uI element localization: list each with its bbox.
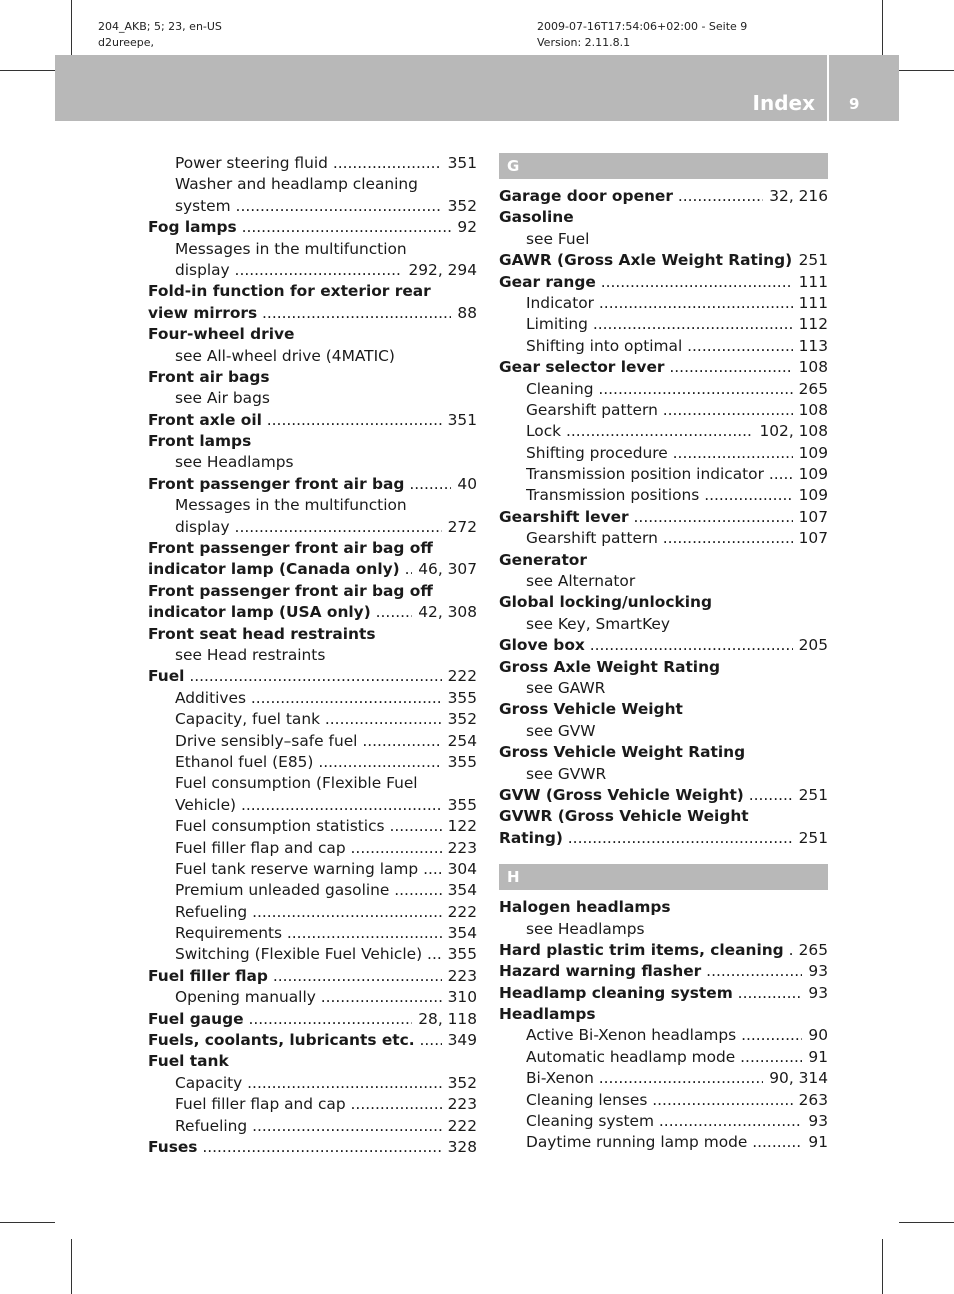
index-subentry [499,485,828,506]
entry-term: Fuel ..... [148,666,477,687]
entry-term: see Head restraints [175,645,326,664]
index-entry [499,742,828,763]
entry-term: Lock ..... [526,421,828,442]
entry-term: Requirements ..... [175,923,477,944]
entry-page-ref: 40 [451,474,477,495]
index-entry [148,1030,477,1051]
crop-mark [0,70,55,71]
entry-term: Fuel tank reserve warning lamp ..... [175,859,477,880]
entry-page-ref: 349 [442,1030,477,1051]
entry-page-ref: 272 [442,517,477,538]
entry-term: Rating) ..... [499,828,828,849]
entry-page-ref: 102, 108 [753,421,828,442]
entry-term: indicator lamp (USA only) ..... [148,602,477,623]
section-letter: H [507,868,520,887]
index-entry [499,940,828,961]
entry-term: Messages in the multifunction [175,239,407,258]
entry-page-ref: 91 [802,1132,828,1153]
entry-page-ref: 108 [793,400,828,421]
entry-page-ref: 265 [793,379,828,400]
entry-term: Ethanol fuel (E85) ..... [175,752,477,773]
entry-term: Halogen headlamps [499,898,671,917]
entry-term: Front passenger front air bag ..... [148,474,477,495]
index-entry [499,657,828,678]
entry-term: Gearshift lever ..... [499,507,828,528]
entry-term: Glove box ..... [499,635,828,656]
index-entry [499,806,828,827]
index-entry [499,983,828,1004]
entry-term: Transmission positions ..... [526,485,828,506]
entry-page-ref: 222 [442,902,477,923]
entry-page-ref: 92 [451,217,477,238]
index-column-right [499,153,828,1154]
entry-term: Daytime running lamp mode ..... [526,1132,828,1153]
index-subentry [148,452,477,473]
entry-term: Front air bags [148,367,270,386]
entry-page-ref: 223 [442,838,477,859]
index-subentry [499,443,828,464]
index-subentry [148,902,477,923]
entry-term: Fuel filler flap and cap ..... [175,838,477,859]
entry-term: GVWR (Gross Vehicle Weight [499,807,749,826]
entry-page-ref: 42, 308 [412,602,477,623]
index-subentry [148,731,477,752]
page-title: Index [752,91,815,115]
entry-page-ref: 355 [442,688,477,709]
entry-term: Automatic headlamp mode ..... [526,1047,828,1068]
entry-page-ref: 113 [793,336,828,357]
entry-term: Switching (Flexible Fuel Vehicle) ..... [175,944,477,965]
section-g-entries [499,186,828,849]
index-entry [148,966,477,987]
index-subentry [148,196,477,217]
index-entry [499,272,828,293]
section-h-entries [499,897,828,1154]
index-entry [499,699,828,720]
index-subentry [499,1132,828,1153]
entry-term: Gross Vehicle Weight Rating [499,743,746,762]
entry-page-ref: 222 [442,666,477,687]
entry-term: Gearshift pattern ..... [526,400,828,421]
index-entry [499,357,828,378]
crop-mark [71,1239,72,1294]
index-entry [499,507,828,528]
entry-term: see GVW [526,721,596,740]
index-subentry [499,1111,828,1132]
index-subentry [148,174,477,195]
entry-term: Front passenger front air bag off [148,581,433,600]
index-entry [148,303,477,324]
entry-term: Headlamps [499,1005,596,1024]
index-subentry [499,464,828,485]
index-entry [499,635,828,656]
index-entry [148,1009,477,1030]
entry-term: Washer and headlamp cleaning [175,175,418,194]
entry-term: Power steering fluid ..... [175,153,477,174]
section-header-g [499,153,828,179]
entry-page-ref: 109 [793,464,828,485]
index-subentry [148,709,477,730]
entry-page-ref: 107 [793,507,828,528]
index-subentry [148,153,477,174]
index-subentry [499,293,828,314]
index-entry [148,324,477,345]
index-subentry [148,260,477,281]
entry-page-ref: 90, 314 [763,1068,828,1089]
index-subentry [499,400,828,421]
entry-term: Shifting into optimal ..... [526,336,828,357]
index-subentry [148,239,477,260]
entry-term: indicator lamp (Canada only) ..... [148,559,477,580]
entry-term: Front passenger front air bag off [148,539,433,558]
section-header-h [499,864,828,890]
entry-page-ref: 351 [442,410,477,431]
entry-term: Hazard warning flasher ..... [499,961,828,982]
entry-term: Fold-in function for exterior rear [148,282,431,301]
index-entry [499,250,828,271]
entry-page-ref: 251 [793,250,828,271]
index-entry [148,474,477,495]
entry-page-ref: 107 [793,528,828,549]
entry-term: Gearshift pattern ..... [526,528,828,549]
index-entry [499,961,828,982]
entry-page-ref: 223 [442,966,477,987]
index-subentry [499,528,828,549]
entry-page-ref: 205 [793,635,828,656]
index-subentry [148,688,477,709]
index-entry [499,1004,828,1025]
entry-page-ref: 109 [793,443,828,464]
entry-page-ref: 292, 294 [402,260,477,281]
entry-page-ref: 111 [793,293,828,314]
index-entry [148,217,477,238]
meta-line: 2009-07-16T17:54:06+02:00 - Seite 9 [537,20,748,33]
index-entry [499,897,828,918]
crop-mark [899,70,954,71]
index-subentry [148,944,477,965]
index-subentry [499,336,828,357]
entry-page-ref: 352 [442,1073,477,1094]
entry-page-ref: 352 [442,196,477,217]
entry-page-ref: 90 [802,1025,828,1046]
entry-term: Front axle oil ..... [148,410,477,431]
entry-page-ref: 112 [793,314,828,335]
entry-term: Cleaning ..... [526,379,828,400]
page-number: 9 [849,95,860,113]
entry-term: see Air bags [175,389,270,408]
entry-page-ref: 355 [442,752,477,773]
index-subentry [499,1090,828,1111]
entry-term: see GVWR [526,764,607,783]
entry-term: Cleaning lenses ..... [526,1090,828,1111]
index-subentry [148,1116,477,1137]
entry-term: Transmission position indicator ..... [526,464,828,485]
meta-line: Version: 2.11.8.1 [537,36,631,49]
index-subentry [148,880,477,901]
entry-page-ref: 93 [802,1111,828,1132]
entry-page-ref: 251 [793,785,828,806]
entry-term: Refueling ..... [175,902,477,923]
index-subentry [499,764,828,785]
entry-page-ref: 355 [442,944,477,965]
entry-term: see Alternator [526,572,636,591]
index-subentry [148,773,477,794]
entry-page-ref: 304 [442,859,477,880]
meta-line: 204_AKB; 5; 23, en-US [98,20,222,33]
index-subentry [148,859,477,880]
entry-term: Hard plastic trim items, cleaning ..... [499,940,828,961]
entry-term: Global locking/unlocking [499,593,712,612]
entry-term: Capacity ..... [175,1073,477,1094]
entry-page-ref: 223 [442,1094,477,1115]
index-entry [148,602,477,623]
entry-page-ref: 328 [442,1137,477,1158]
index-entry [499,592,828,613]
index-column-left [148,153,477,1158]
print-meta-right [537,19,747,51]
index-subentry [499,314,828,335]
entry-term: Gear range ..... [499,272,828,293]
entry-term: see GAWR [526,678,606,697]
index-entry [148,281,477,302]
index-entry [148,538,477,559]
entry-term: Generator [499,550,587,569]
entry-term: Gross Axle Weight Rating [499,657,721,676]
entry-term: Front lamps [148,432,252,451]
index-subentry [499,571,828,592]
entry-term: GVW (Gross Vehicle Weight) ..... [499,785,828,806]
index-subentry [148,346,477,367]
entry-page-ref: 108 [793,357,828,378]
entry-page-ref: 93 [802,983,828,1004]
index-subentry [148,838,477,859]
entry-term: Limiting ..... [526,314,828,335]
index-entry [499,828,828,849]
entry-term: view mirrors ..... [148,303,477,324]
crop-mark [882,0,883,55]
entry-page-ref: 91 [802,1047,828,1068]
entry-page-ref: 111 [793,272,828,293]
entry-page-ref: 355 [442,795,477,816]
index-subentry [499,379,828,400]
index-subentry [148,752,477,773]
entry-page-ref: 93 [802,961,828,982]
entry-term: Additives ..... [175,688,477,709]
entry-term: see All-wheel drive (4MATIC) [175,346,395,365]
meta-line: d2ureepe, [98,36,155,49]
entry-term: Fuel gauge ..... [148,1009,477,1030]
index-entry [148,559,477,580]
entry-term: Fuel consumption (Flexible Fuel [175,774,418,793]
index-subentry [499,1025,828,1046]
index-subentry [499,721,828,742]
entry-page-ref: 222 [442,1116,477,1137]
index-subentry [499,1068,828,1089]
print-meta-left [98,19,222,51]
index-entry [148,431,477,452]
section-letter: G [507,157,520,175]
entry-term: Cleaning system ..... [526,1111,828,1132]
entry-term: Four-wheel drive [148,325,295,344]
crop-mark [0,1222,55,1223]
entry-term: Capacity, fuel tank ..... [175,709,477,730]
entry-term: Gasoline [499,208,574,227]
entry-term: Fuel filler flap and cap ..... [175,1094,477,1115]
entry-term: Fog lamps ..... [148,217,477,238]
crop-mark [71,0,72,55]
entry-page-ref: 265 [793,940,828,961]
entry-page-ref: 32, 216 [763,186,828,207]
entry-term: Fuel tank [148,1052,229,1071]
entry-term: Front seat head restraints [148,624,376,643]
index-subentry [499,229,828,250]
index-subentry [148,987,477,1008]
entry-term: system ..... [175,196,477,217]
entry-term: see Fuel [526,229,590,248]
index-subentry [148,795,477,816]
index-subentry [148,517,477,538]
entry-term: Fuel filler flap ..... [148,966,477,987]
index-subentry [499,421,828,442]
index-entry [499,207,828,228]
index-entry [499,186,828,207]
index-entry [148,581,477,602]
entry-page-ref: 354 [442,923,477,944]
entry-term: Gross Vehicle Weight [499,700,683,719]
entry-term: Fuel consumption statistics ..... [175,816,477,837]
entry-term: Refueling ..... [175,1116,477,1137]
index-subentry [499,919,828,940]
entry-page-ref: 352 [442,709,477,730]
entry-page-ref: 254 [442,731,477,752]
entry-page-ref: 251 [793,828,828,849]
index-entry [148,1137,477,1158]
index-subentry [148,1073,477,1094]
index-entry [499,785,828,806]
entry-term: Opening manually ..... [175,987,477,1008]
crop-mark [899,1222,954,1223]
entry-term: Gear selector lever ..... [499,357,828,378]
entry-term: Garage door opener ..... [499,186,828,207]
entry-term: display ..... [175,517,477,538]
index-subentry [499,1047,828,1068]
entry-page-ref: 28, 118 [412,1009,477,1030]
index-entry [499,550,828,571]
entry-term: Headlamp cleaning system ..... [499,983,828,1004]
entry-term: Shifting procedure ..... [526,443,828,464]
index-subentry [499,678,828,699]
index-subentry [148,923,477,944]
entry-page-ref: 351 [442,153,477,174]
index-subentry [148,495,477,516]
entry-page-ref: 88 [451,303,477,324]
entry-term: Vehicle) ..... [175,795,477,816]
index-subentry [148,1094,477,1115]
entry-page-ref: 263 [793,1090,828,1111]
entry-term: Fuels, coolants, lubricants etc. ..... [148,1030,477,1051]
entry-term: Drive sensibly–safe fuel ..... [175,731,477,752]
entry-page-ref: 122 [442,816,477,837]
crop-mark [882,1239,883,1294]
entry-page-ref: 310 [442,987,477,1008]
index-subentry [148,388,477,409]
entry-term: Bi-Xenon ..... [526,1068,828,1089]
index-entry [148,666,477,687]
entry-term: Messages in the multifunction [175,496,407,515]
entry-term: see Headlamps [175,453,294,472]
entry-page-ref: 109 [793,485,828,506]
index-entry [148,367,477,388]
entry-term: display ..... [175,260,477,281]
entry-term: Fuses ..... [148,1137,477,1158]
header-divider [827,55,829,121]
entry-term: Premium unleaded gasoline ..... [175,880,477,901]
entry-term: Indicator ..... [526,293,828,314]
entry-term: GAWR (Gross Axle Weight Rating) ..... [499,250,828,271]
index-entry [148,1051,477,1072]
entry-page-ref: 46, 307 [412,559,477,580]
index-subentry [148,645,477,666]
entry-term: see Headlamps [526,919,645,938]
index-entry [148,410,477,431]
entry-term: see Key, SmartKey [526,614,670,633]
entry-page-ref: 354 [442,880,477,901]
index-entry [148,624,477,645]
index-subentry [499,614,828,635]
index-subentry [148,816,477,837]
entry-term: Active Bi-Xenon headlamps ..... [526,1025,828,1046]
